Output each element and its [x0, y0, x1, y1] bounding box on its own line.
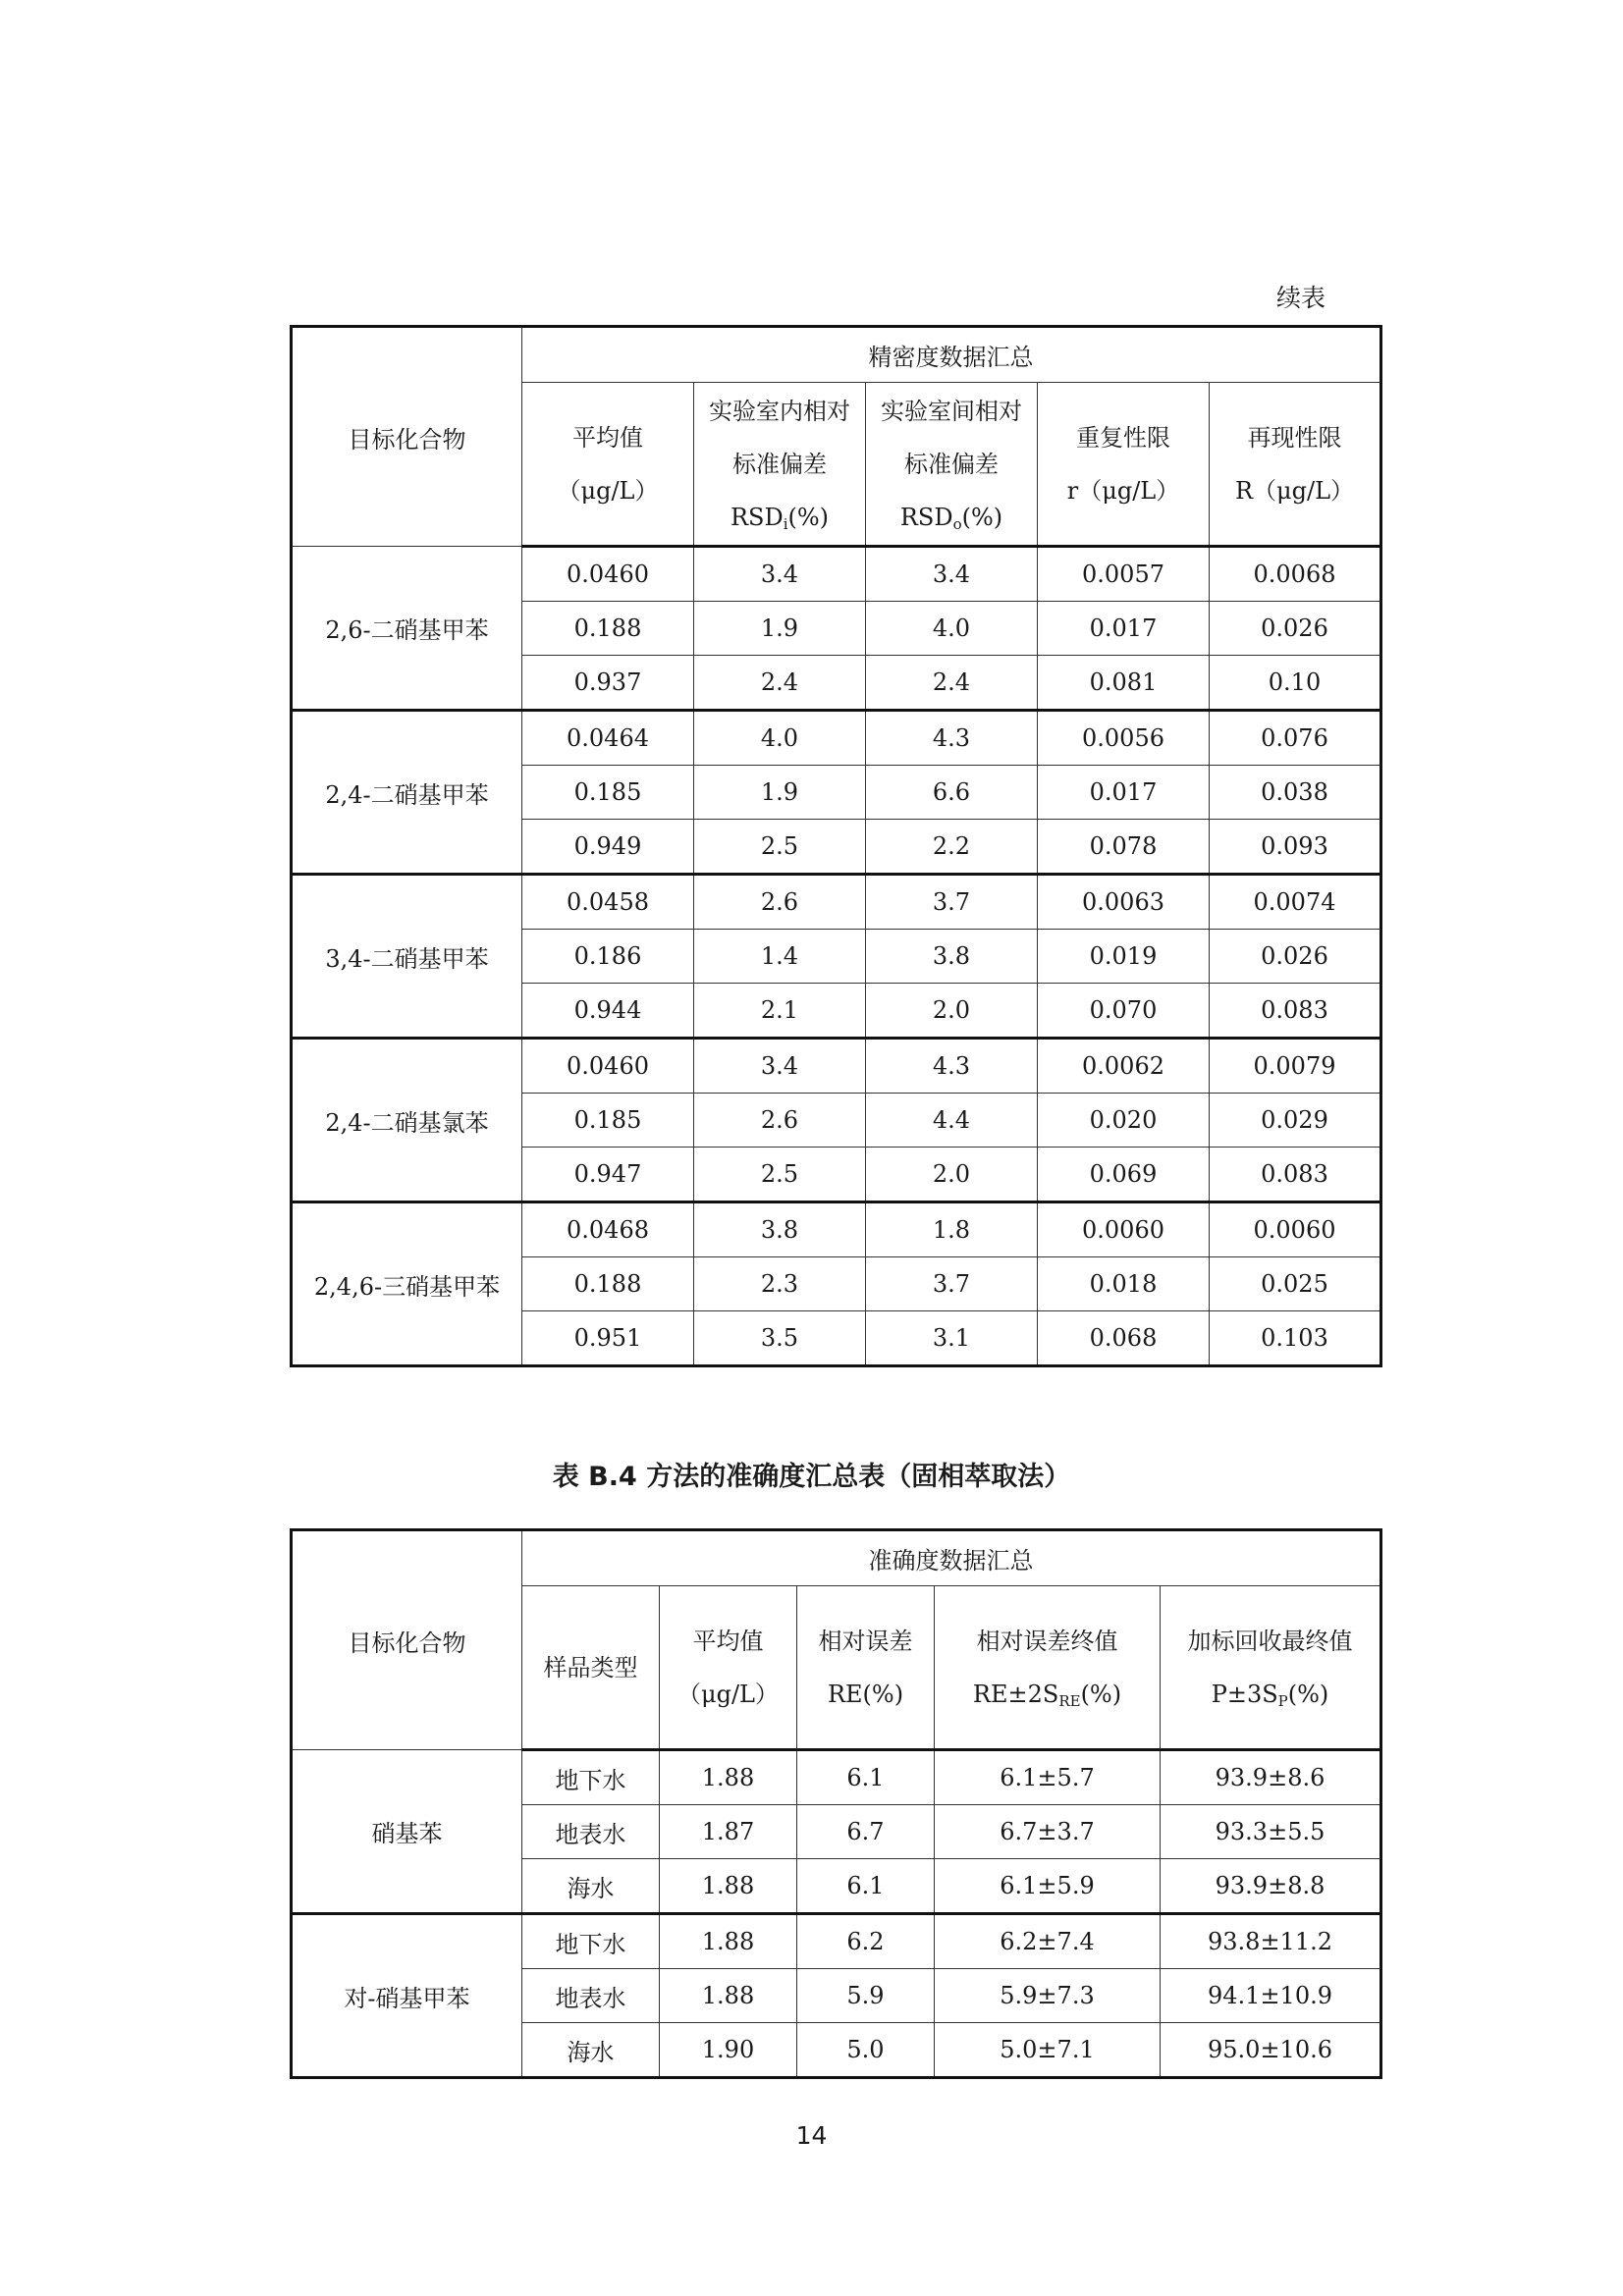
- table-cell: 0.0060: [1038, 1202, 1210, 1257]
- table-cell: 93.3±5.5: [1161, 1805, 1381, 1859]
- table-cell: 3.1: [866, 1311, 1038, 1366]
- table-cell: 3.8: [694, 1202, 866, 1257]
- table-cell: 0.0068: [1210, 547, 1381, 602]
- table-cell: 0.019: [1038, 930, 1210, 984]
- table-cell: 4.0: [694, 711, 866, 766]
- table-cell: 0.0074: [1210, 875, 1381, 930]
- table-cell: 0.0460: [522, 547, 694, 602]
- compound-name: 对-硝基甲苯: [292, 1914, 522, 2078]
- table-cell: 2.5: [694, 1148, 866, 1202]
- table-row: [292, 1750, 1381, 1805]
- table-cell: 94.1±10.9: [1161, 1969, 1381, 2023]
- table-cell: 0.018: [1038, 1257, 1210, 1311]
- table-cell: 0.0079: [1210, 1039, 1381, 1094]
- table-cell: 3.4: [694, 547, 866, 602]
- table-cell: 0.017: [1038, 602, 1210, 656]
- table-cell: 地表水: [522, 1969, 660, 2023]
- table-cell: 0.0056: [1038, 711, 1210, 766]
- table-cell: 0.0458: [522, 875, 694, 930]
- table-cell: 0.188: [522, 602, 694, 656]
- table-cell: 0.185: [522, 1094, 694, 1148]
- table-cell: 0.038: [1210, 766, 1381, 820]
- table-cell: 4.3: [866, 711, 1038, 766]
- table-row: [292, 1202, 1381, 1257]
- table-cell: 2.0: [866, 1148, 1038, 1202]
- table-cell: 5.9: [797, 1969, 935, 2023]
- header-mean: 平均值 （μg/L）: [522, 383, 694, 547]
- table-cell: 4.4: [866, 1094, 1038, 1148]
- table-cell: 2.6: [694, 1094, 866, 1148]
- table-cell: 地表水: [522, 1805, 660, 1859]
- table-cell: 地下水: [522, 1914, 660, 1969]
- table-cell: 5.0±7.1: [935, 2023, 1161, 2078]
- table-cell: 93.8±11.2: [1161, 1914, 1381, 1969]
- table-cell: 1.90: [660, 2023, 797, 2078]
- table-cell: 6.2±7.4: [935, 1914, 1161, 1969]
- table-cell: 1.8: [866, 1202, 1038, 1257]
- table-cell: 0.068: [1038, 1311, 1210, 1366]
- table-cell: 0.029: [1210, 1094, 1381, 1148]
- table-cell: 5.0: [797, 2023, 935, 2078]
- table-cell: 0.026: [1210, 930, 1381, 984]
- table-cell: 1.88: [660, 1859, 797, 1914]
- table-cell: 0.951: [522, 1311, 694, 1366]
- table-cell: 0.070: [1038, 984, 1210, 1039]
- table-cell: 0.0057: [1038, 547, 1210, 602]
- table-cell: 2.2: [866, 820, 1038, 875]
- table-cell: 3.4: [866, 547, 1038, 602]
- compound-name: 2,6-二硝基甲苯: [292, 547, 522, 711]
- header-relative-error: 相对误差 RE(%): [797, 1586, 935, 1750]
- compound-name: 2,4,6-三硝基甲苯: [292, 1202, 522, 1366]
- table-cell: 0.10: [1210, 656, 1381, 711]
- table-cell: 0.947: [522, 1148, 694, 1202]
- table-row: [292, 547, 1381, 602]
- table-cell: 0.0464: [522, 711, 694, 766]
- compound-name: 2,4-二硝基氯苯: [292, 1039, 522, 1202]
- table-cell: 1.4: [694, 930, 866, 984]
- table-cell: 3.4: [694, 1039, 866, 1094]
- table-cell: 0.0060: [1210, 1202, 1381, 1257]
- table-cell: 2.1: [694, 984, 866, 1039]
- header-reproducibility: 再现性限 R（μg/L）: [1210, 383, 1381, 547]
- table-cell: 0.185: [522, 766, 694, 820]
- table-row: [292, 1914, 1381, 1969]
- table-cell: 海水: [522, 2023, 660, 2078]
- table-cell: 95.0±10.6: [1161, 2023, 1381, 2078]
- table-cell: 4.3: [866, 1039, 1038, 1094]
- table-cell: 1.88: [660, 1914, 797, 1969]
- table-cell: 0.937: [522, 656, 694, 711]
- header-repeatability: 重复性限 r（μg/L）: [1038, 383, 1210, 547]
- table-cell: 0.0062: [1038, 1039, 1210, 1094]
- table-row: [292, 1039, 1381, 1094]
- table-cell: 0.025: [1210, 1257, 1381, 1311]
- header-compound: 目标化合物: [292, 327, 522, 547]
- table-cell: 0.0460: [522, 1039, 694, 1094]
- table-cell: 0.186: [522, 930, 694, 984]
- table-cell: 6.1: [797, 1859, 935, 1914]
- table-cell: 2.4: [694, 656, 866, 711]
- table-cell: 4.0: [866, 602, 1038, 656]
- header-mean: 平均值 （μg/L）: [660, 1586, 797, 1750]
- table-cell: 1.88: [660, 1969, 797, 2023]
- table-cell: 0.076: [1210, 711, 1381, 766]
- table-cell: 3.7: [866, 875, 1038, 930]
- table-cell: 1.9: [694, 602, 866, 656]
- table-cell: 0.949: [522, 820, 694, 875]
- header-rsdi: 实验室内相对 标准偏差 $RSD_i(\%)$: [694, 383, 866, 547]
- table-cell: 1.9: [694, 766, 866, 820]
- compound-name: 3,4-二硝基甲苯: [292, 875, 522, 1039]
- header-relative-error-final: 相对误差终值 $RE\pm 2S_{RE}(\%)$: [935, 1586, 1161, 1750]
- table-row: [292, 875, 1381, 930]
- table-cell: 1.87: [660, 1805, 797, 1859]
- accuracy-table: [290, 1528, 1382, 2079]
- table-cell: 3.7: [866, 1257, 1038, 1311]
- header-sample-type: 样品类型: [522, 1586, 660, 1750]
- table-cell: 海水: [522, 1859, 660, 1914]
- table-cell: 0.083: [1210, 1148, 1381, 1202]
- table-cell: 2.5: [694, 820, 866, 875]
- table-cell: 0.017: [1038, 766, 1210, 820]
- table-cell: 2.0: [866, 984, 1038, 1039]
- table-cell: 93.9±8.8: [1161, 1859, 1381, 1914]
- table-cell: 0.081: [1038, 656, 1210, 711]
- compound-name: 硝基苯: [292, 1750, 522, 1914]
- header-recovery-final: 加标回收最终值 $P\pm 3S_P(\%)$: [1161, 1586, 1381, 1750]
- page-number: 14: [795, 2121, 828, 2150]
- table-b4-caption: 表 B.4 方法的准确度汇总表（固相萃取法）: [552, 1462, 1071, 1492]
- table-cell: 6.7±3.7: [935, 1805, 1161, 1859]
- table-cell: 0.026: [1210, 602, 1381, 656]
- table-cell: 0.188: [522, 1257, 694, 1311]
- table-cell: 6.1: [797, 1750, 935, 1805]
- table-cell: 6.2: [797, 1914, 935, 1969]
- table-cell: 3.8: [866, 930, 1038, 984]
- table-cell: 0.103: [1210, 1311, 1381, 1366]
- table-cell: 0.0468: [522, 1202, 694, 1257]
- table-cell: 93.9±8.6: [1161, 1750, 1381, 1805]
- table-cell: 2.4: [866, 656, 1038, 711]
- precision-table: [290, 325, 1382, 1367]
- table-cell: 2.3: [694, 1257, 866, 1311]
- table-cell: 6.1±5.9: [935, 1859, 1161, 1914]
- continued-label: 续表: [1275, 284, 1325, 312]
- header-precision-group: 精密度数据汇总: [522, 327, 1381, 383]
- table-cell: 6.7: [797, 1805, 935, 1859]
- table-cell: 2.6: [694, 875, 866, 930]
- compound-name: 2,4-二硝基甲苯: [292, 711, 522, 875]
- table-cell: 1.88: [660, 1750, 797, 1805]
- header-compound: 目标化合物: [292, 1530, 522, 1750]
- header-rsdo: 实验室间相对 标准偏差 $RSD_o(\%)$: [866, 383, 1038, 547]
- table-cell: 地下水: [522, 1750, 660, 1805]
- table-cell: 0.069: [1038, 1148, 1210, 1202]
- header-accuracy-group: 准确度数据汇总: [522, 1530, 1381, 1586]
- table-cell: 0.944: [522, 984, 694, 1039]
- table-cell: 5.9±7.3: [935, 1969, 1161, 2023]
- table-cell: 3.5: [694, 1311, 866, 1366]
- table-cell: 6.1±5.7: [935, 1750, 1161, 1805]
- table-cell: 0.093: [1210, 820, 1381, 875]
- table-row: [292, 711, 1381, 766]
- table-cell: 0.0063: [1038, 875, 1210, 930]
- table-cell: 0.083: [1210, 984, 1381, 1039]
- table-cell: 0.078: [1038, 820, 1210, 875]
- table-cell: 6.6: [866, 766, 1038, 820]
- table-cell: 0.020: [1038, 1094, 1210, 1148]
